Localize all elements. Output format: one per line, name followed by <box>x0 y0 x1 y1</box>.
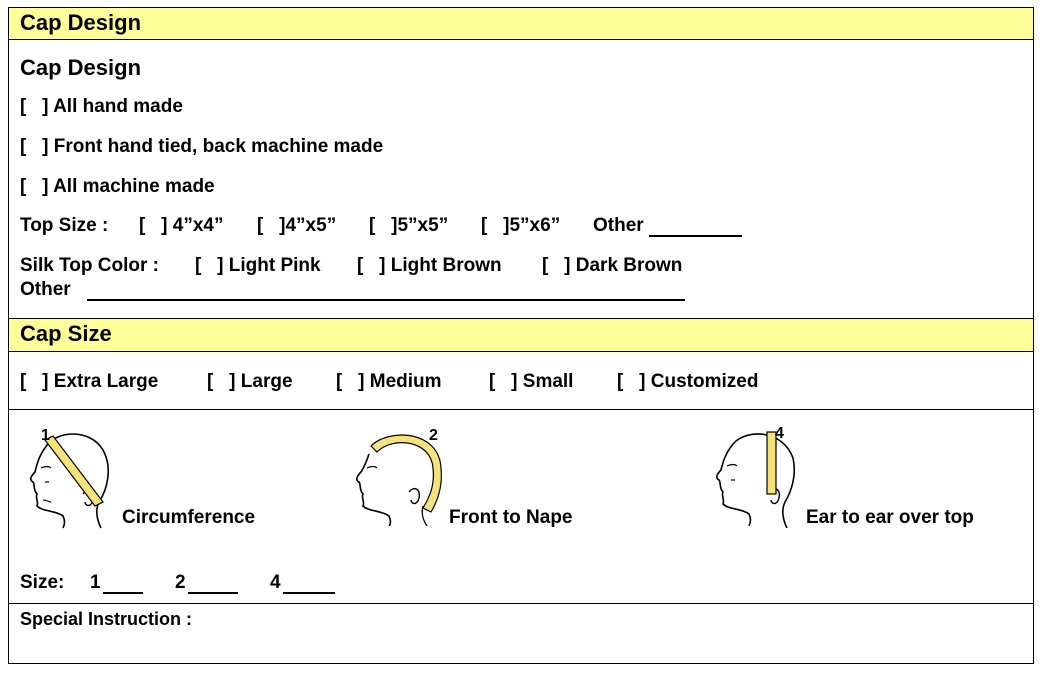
special-instruction-label: Special Instruction : <box>20 609 193 629</box>
size-1-label: 1 <box>90 572 101 593</box>
size-medium[interactable]: [ ] Medium <box>336 371 442 392</box>
divider <box>9 409 1033 410</box>
size-2-label: 2 <box>175 572 186 593</box>
option-all-machine-made[interactable]: [ ] All machine made <box>20 176 215 197</box>
size-label: Size: <box>20 572 65 593</box>
size-customized[interactable]: [ ] Customized <box>617 371 759 392</box>
head-front-to-nape-icon <box>339 416 449 526</box>
top-size-other-field[interactable] <box>649 235 742 237</box>
size-small[interactable]: [ ] Small <box>489 371 574 392</box>
top-size-other-label: Other <box>593 215 644 236</box>
silk-dark-brown[interactable]: [ ] Dark Brown <box>542 255 683 276</box>
measure-2-number: 2 <box>429 427 438 444</box>
top-size-4x4[interactable]: [ ] 4”x4” <box>139 215 224 236</box>
divider <box>9 603 1033 604</box>
cap-design-header: Cap Design <box>9 7 1033 40</box>
silk-light-pink[interactable]: [ ] Light Pink <box>195 255 321 276</box>
option-front-hand-tied[interactable]: [ ] Front hand tied, back machine made <box>20 136 384 157</box>
size-2-field[interactable] <box>188 592 238 594</box>
top-size-label: Top Size : <box>20 215 109 236</box>
head-circumference-icon <box>15 420 125 530</box>
size-4-label: 4 <box>270 572 281 593</box>
size-4-field[interactable] <box>283 592 335 594</box>
measure-4-number: 4 <box>775 425 784 442</box>
silk-light-brown[interactable]: [ ] Light Brown <box>357 255 502 276</box>
top-size-5x5[interactable]: [ ]5”x5” <box>369 215 449 236</box>
size-extra-large[interactable]: [ ] Extra Large <box>20 371 159 392</box>
top-size-4x5[interactable]: [ ]4”x5” <box>257 215 337 236</box>
cap-design-title: Cap Design <box>20 55 142 80</box>
head-ear-to-ear-icon <box>697 418 807 528</box>
measure-1-number: 1 <box>41 427 50 444</box>
front-to-nape-label: Front to Nape <box>449 507 573 528</box>
silk-other-label: Other <box>20 279 71 300</box>
top-size-5x6[interactable]: [ ]5”x6” <box>481 215 561 236</box>
cap-size-header: Cap Size <box>9 318 1033 352</box>
special-instruction-field[interactable] <box>9 633 1033 663</box>
size-1-field[interactable] <box>103 592 143 594</box>
ear-to-ear-label: Ear to ear over top <box>806 507 974 528</box>
silk-other-field[interactable] <box>87 299 685 301</box>
option-all-hand-made[interactable]: [ ] All hand made <box>20 96 183 117</box>
cap-form <box>8 7 1034 664</box>
circumference-label: Circumference <box>122 507 256 528</box>
silk-top-color-label: Silk Top Color : <box>20 255 159 276</box>
size-large[interactable]: [ ] Large <box>207 371 293 392</box>
